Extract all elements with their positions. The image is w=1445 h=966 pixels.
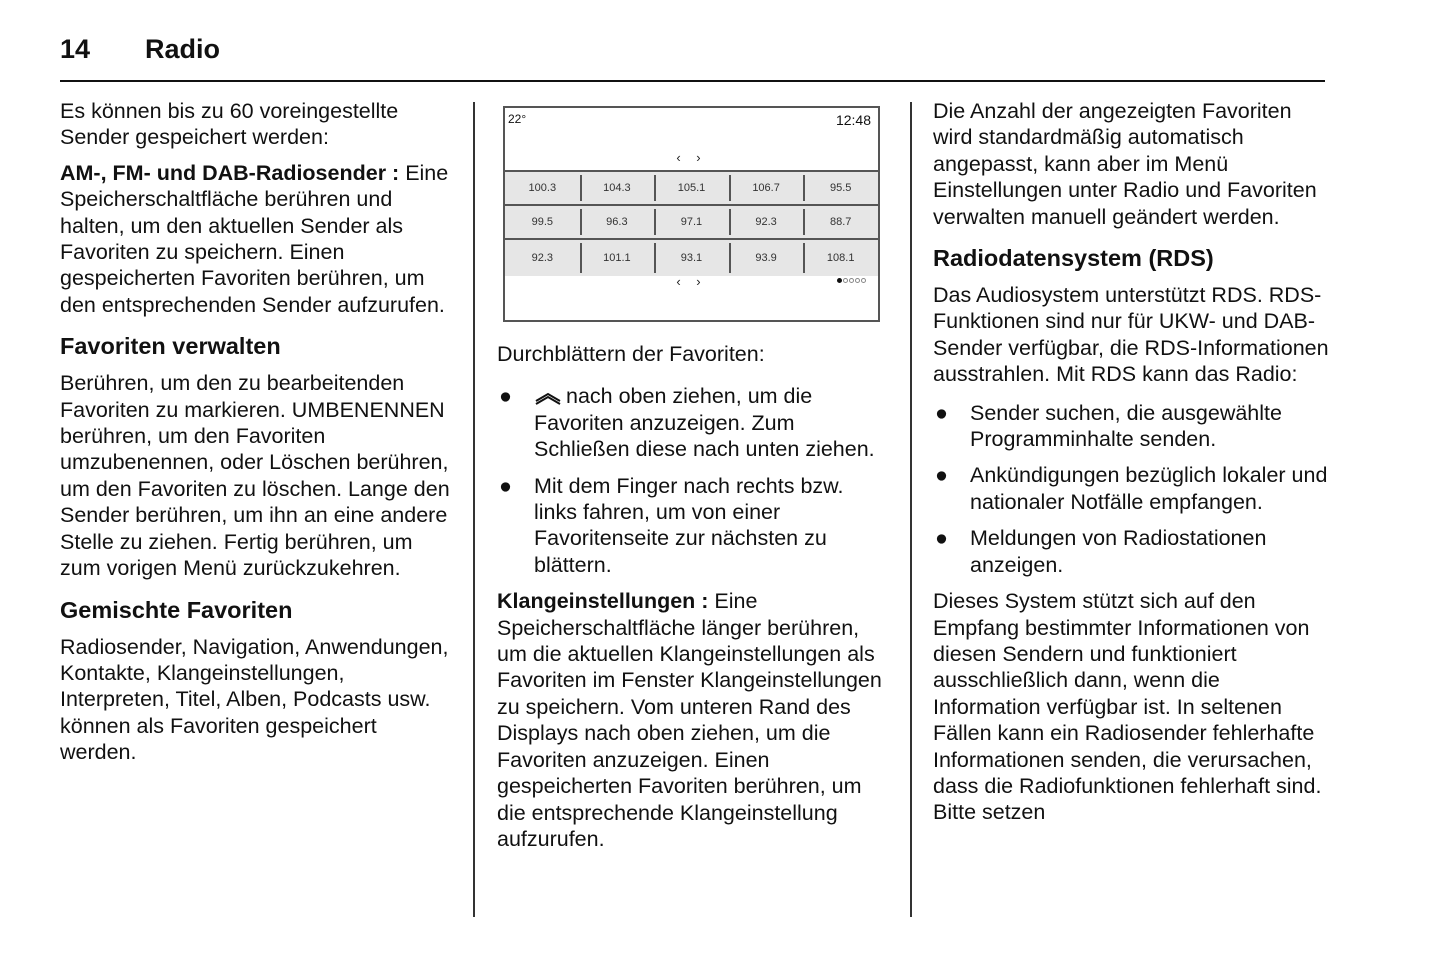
page-dot-icon — [861, 278, 866, 283]
favorite-preset: 104.3 — [580, 172, 655, 204]
favorite-preset: 106.7 — [729, 172, 804, 204]
column-right — [933, 98, 1333, 835]
favorite-preset: 97.1 — [654, 206, 729, 238]
mixed-paragraph: Radiosender, Navigation, Anwendungen, Kontakte, Klangeinstellungen, Interpreten, Titel, Alben, Podcasts usw. können als Favoriten gespeichert werden. — [60, 634, 449, 765]
favorite-preset: 95.5 — [803, 172, 878, 204]
favorite-preset: 99.5 — [531, 216, 553, 228]
list-item — [933, 525, 1333, 578]
favorite-preset: 105.1 — [654, 172, 729, 204]
bullet-icon: ● — [935, 526, 948, 551]
am-fm-text: Eine Speicherschaltfläche berühren und halten, um den aktuellen Sender als Favoriten zu speichern. Einen gespeicherten Favoriten berühren, um den entsprechenden Sender aufzurufen. — [60, 160, 449, 317]
favorite-preset: 92.3 — [729, 206, 804, 238]
bullet-text: Sender suchen, die ausgewählte Programminhalte senden. — [970, 400, 1282, 452]
intro-paragraph: Es können bis zu 60 voreingestellte Sender gespeichert werden: — [60, 99, 399, 150]
browse-intro: Durchblättern der Favoriten: — [497, 342, 765, 366]
clock-display: 12:48 — [835, 112, 871, 128]
bullet-icon: ● — [499, 384, 512, 409]
column-middle — [497, 341, 892, 861]
page-nav-arrows-icon: ‹ › — [676, 150, 707, 165]
favorite-preset: 100.3 — [528, 182, 557, 194]
page-title: Radio — [145, 34, 221, 64]
column-left — [60, 98, 455, 775]
bullet-icon: ● — [499, 473, 512, 498]
favorite-preset: 92.3 — [531, 252, 553, 264]
rds-list — [933, 400, 1333, 578]
favorites-row — [505, 172, 878, 206]
page-nav-arrows-icon: ‹ › — [676, 274, 707, 289]
favorites-screen-figure — [503, 106, 880, 322]
favorite-preset: 108.1 — [803, 240, 878, 276]
heading-mixed-favorites: Gemischte Favoriten — [60, 596, 293, 623]
sound-settings-label: Klangeinstellungen : — [497, 589, 709, 614]
favorite-preset: 88.7 — [803, 206, 878, 238]
column-divider — [473, 102, 475, 917]
favorite-preset: 93.9 — [729, 240, 804, 276]
list-item — [497, 383, 892, 462]
favorite-preset: 96.3 — [580, 206, 655, 238]
heading-rds: Radiodatensystem (RDS) — [933, 245, 1214, 272]
favorites-row — [505, 206, 878, 240]
bullet-icon: ● — [935, 400, 948, 425]
page-dot-icon — [849, 278, 854, 283]
bullet-text: Meldungen von Radiostationen anzeigen. — [970, 526, 1267, 577]
favorites-grid — [505, 170, 878, 274]
page-number: 14 — [60, 34, 91, 64]
favorite-preset: 101.1 — [580, 240, 655, 276]
am-fm-paragraph — [60, 160, 455, 318]
page-indicator — [837, 278, 866, 283]
am-fm-label: AM-, FM- und DAB-Radiosender : — [60, 160, 400, 185]
bullet-text: Mit dem Finger nach rechts bzw. links fahren, um von einer Favoritenseite zur nächsten zu blättern. — [534, 473, 844, 577]
bullet-icon: ● — [935, 463, 948, 488]
list-item — [933, 462, 1333, 515]
count-paragraph: Die Anzahl der angezeigten Favoriten wird standardmäßig automatisch angepasst, kann aber im Menü Einstellungen unter Radio und Favoriten verwalten manuell geändert werden. — [933, 99, 1317, 229]
browse-list — [497, 383, 892, 578]
manage-paragraph: Berühren, um den zu bearbeitenden Favoriten zu markieren. UMBENENNEN berühren, um den Favoriten umzubenennen, oder Löschen berühren, um den Favoriten zu löschen. Lange den Sender berühren, um ihn an eine andere Stelle zu ziehen. Fertig berühren, um zum vorigen Menü zurückzukehren. — [60, 371, 450, 581]
heading-manage-favorites: Favoriten verwalten — [60, 333, 281, 360]
bullet-text: Ankündigungen bezüglich lokaler und nationaler Notfälle empfangen. — [970, 463, 1328, 514]
column-divider — [910, 102, 912, 917]
page-header — [60, 34, 1325, 82]
sound-settings-text: Eine Speicherschaltfläche länger berühren, um die aktuellen Klangeinstellungen als Favoriten im Fenster Klangeinstellungen zu speichern. Vom unteren Rand des Displays nach oben ziehen, um die Favoriten anzuzeigen. Einen gespeicherten Favoriten berühren, um die entsprechende Klangeinstellung aufzurufen. — [497, 589, 882, 851]
favorite-preset: 93.1 — [654, 240, 729, 276]
page-dot-active-icon — [837, 278, 842, 283]
list-item — [933, 400, 1333, 453]
sound-settings-paragraph — [497, 588, 892, 852]
list-item — [497, 473, 892, 579]
temperature-display: 22° — [508, 112, 527, 126]
favorites-row — [505, 240, 878, 276]
rds-intro: Das Audiosystem unterstützt RDS. RDS-Funktionen sind nur für UKW- und DAB-Sender verfügbar, die RDS-Informationen ausstrahlen. Mit RDS kann das Radio: — [933, 283, 1329, 387]
bullet-text: nach oben ziehen, um die Favoriten anzuzeigen. Zum Schließen diese nach unten ziehen. — [534, 384, 875, 462]
double-chevron-up-icon — [534, 391, 562, 405]
page-dot-icon — [843, 278, 848, 283]
system-paragraph: Dieses System stützt sich auf den Empfang bestimmter Informationen von diesen Sendern und funktioniert ausschließlich dann, wenn die Information verfügbar ist. In seltenen Fällen kann ein Radiosender fehlerhafte Informationen senden, die verursachen, dass die Radiofunktionen fehlerhaft sind. Bitte setzen — [933, 589, 1322, 825]
page-dot-icon — [855, 278, 860, 283]
